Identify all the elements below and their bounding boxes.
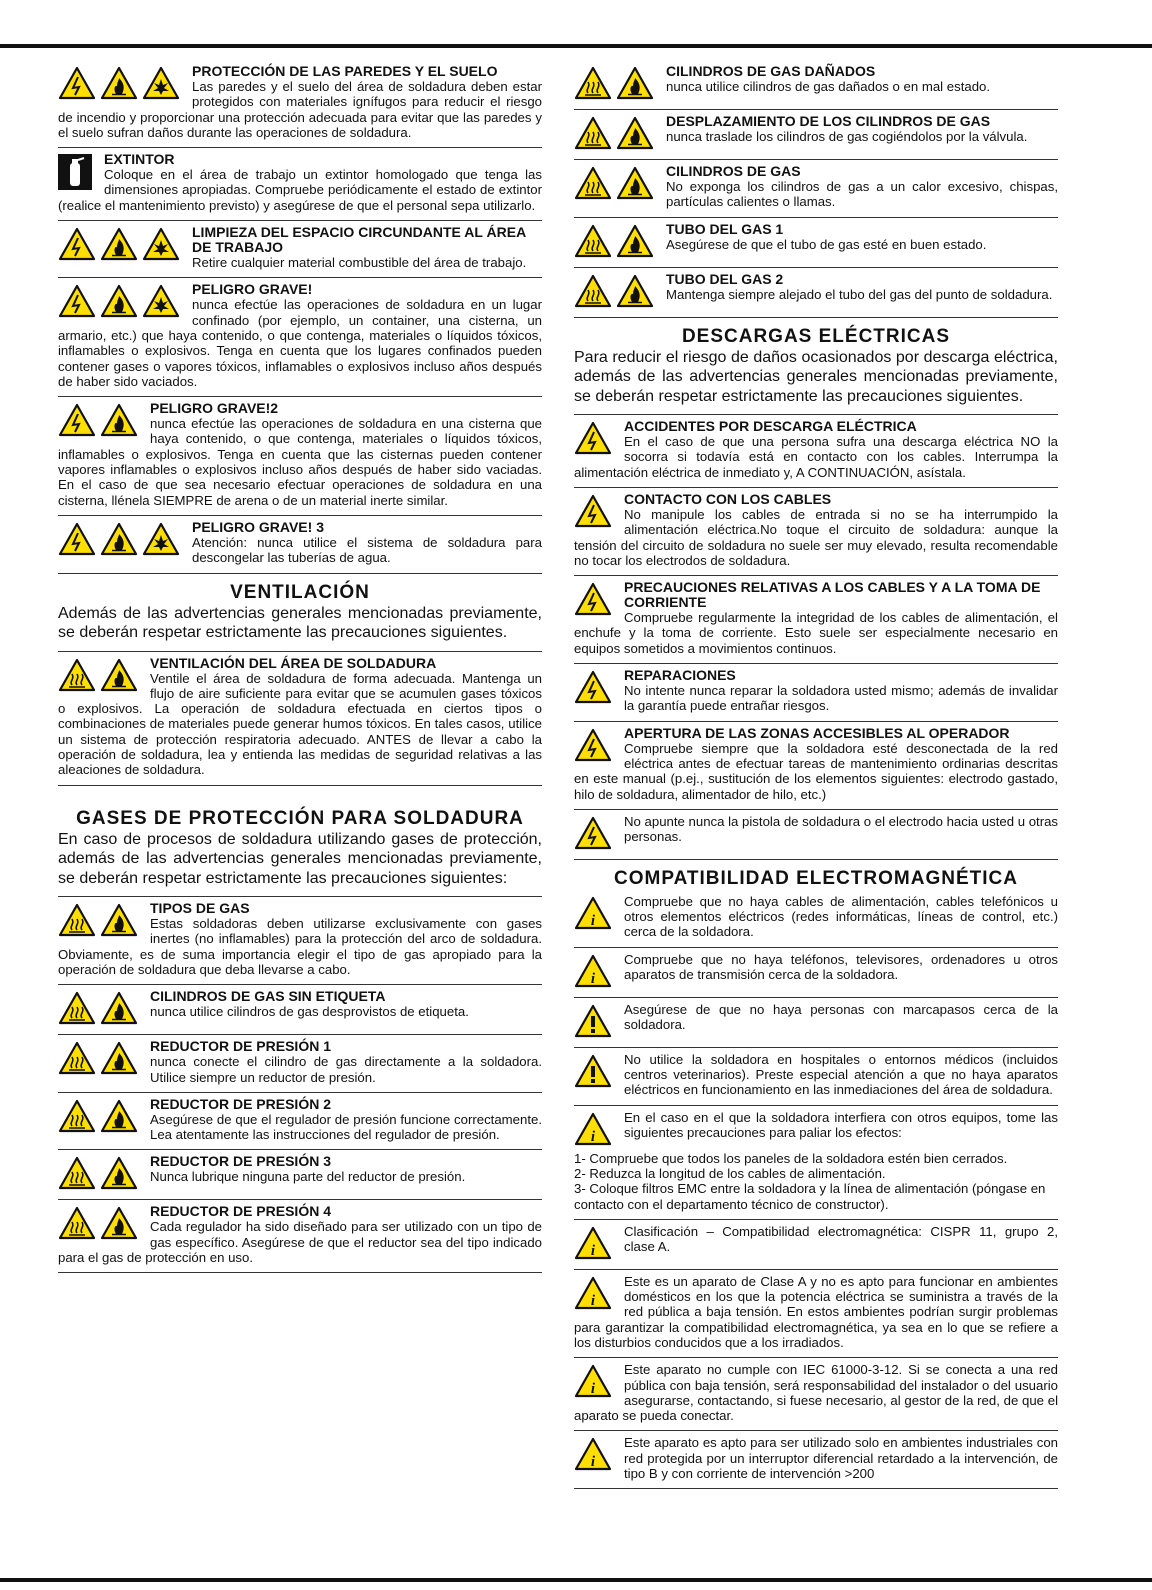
fire-warning-icon [100, 66, 142, 83]
warning-icons [58, 154, 96, 190]
electric-warning-icon [58, 522, 100, 539]
warning-block [574, 998, 1058, 1048]
info-warning-icon [574, 1437, 616, 1471]
heat-warning-icon [574, 224, 616, 241]
info-warning-icon [574, 1112, 616, 1146]
warning-block [58, 1150, 542, 1200]
warning-icons [58, 1099, 142, 1133]
block-title: ACCIDENTES POR DESCARGA ELÉCTRICA [624, 418, 917, 435]
heat-warning-icon [574, 116, 616, 133]
electric-warning-icon [574, 582, 616, 599]
block-title: TUBO DEL GAS 1 [666, 220, 784, 237]
block-text: No exponga los cilindros de gas a un calor excesivo, chispas, partículas calientes o llamas. [666, 179, 1058, 210]
warning-icons [574, 582, 616, 616]
block-title: DESPLAZAMIENTO DE LOS CILINDROS DE GAS [666, 113, 991, 129]
exclamation-warning-icon [574, 1054, 616, 1071]
warning-block [574, 1048, 1058, 1106]
info-warning-icon [574, 1226, 616, 1259]
warning-block [574, 218, 1058, 268]
block-title: REDUCTOR DE PRESIÓN 4 [150, 1203, 331, 1220]
warning-icons [574, 1276, 616, 1310]
emc-precaution-list [574, 1148, 1058, 1212]
heat-warning-icon [58, 658, 100, 675]
warning-block [574, 664, 1058, 722]
list-item: 2- Reduzca la longitud de los cables de alimentación. [574, 1165, 886, 1181]
warning-icons [574, 421, 616, 455]
block-text: No utilice la soldadora en hospitales o entornos médicos (incluidos centros veterinarios). Preste especial atención a que no haya aparatos eléctricos en funcionamiento en las inmediaciones del área de soldadura. [624, 1051, 1058, 1098]
svg-text:i: i [590, 912, 596, 929]
block-text: nunca efectúe las operaciones de soldadura en una cisterna que haya contenido, o que contenga, materiales o líquidos tóxicos, inflamables o explosivos. Tenga en cuenta que las cisternas pueden contener vapores inflamables o explosivos incluso años después de haber sido vaciadas. En el caso de que sea necesario efectuar operaciones de soldadura en una cisterna, llénela SIEMPRE de arena o de un material inerte similar. [58, 416, 542, 508]
warning-block [58, 278, 542, 397]
warning-icons [58, 284, 184, 318]
warning-block [58, 516, 542, 574]
warning-block [58, 1093, 542, 1151]
warning-icons [58, 227, 184, 261]
list-item: 3- Coloque filtros EMC entre la soldadora y la línea de alimentación (póngase en contacto con el departamento técnico de constructor). [574, 1181, 1046, 1212]
warning-icons [574, 670, 616, 704]
warning-icons [574, 224, 658, 258]
warning-block [58, 897, 542, 985]
block-text: No apunte nunca la pistola de soldadura o el electrodo hacia usted u otras personas. [624, 813, 1058, 845]
electric-shock-heading: DESCARGAS ELÉCTRICAS [681, 325, 951, 347]
warning-block [574, 268, 1058, 318]
block-text: Asegúrese de que el regulador de presión funcione correctamente. Lea atentamente las instrucciones del regulador de presión. [150, 1111, 542, 1143]
warning-icons [574, 494, 616, 528]
explosion-warning-icon [142, 66, 184, 83]
block-text: nunca conecte el cilindro de gas directamente a la soldadora. Utilice siempre un reductor de presión. [150, 1054, 542, 1085]
warning-block [574, 110, 1058, 160]
block-text: Compruebe siempre que la soldadora esté desconectada de la red eléctrica antes de efectuar tareas de mantenimiento ordinarias descritas en este manual (p.ej., sustitución de los elementos siguientes: electrodo gastado, hilo de soldadura, alimentador de hilo, etc.) [574, 740, 1058, 802]
block-title: APERTURA DE LAS ZONAS ACCESIBLES AL OPERADOR [624, 724, 1010, 741]
block-text: No intente nunca reparar la soldadora usted mismo; además de invalidar la garantía puede entrañar riesgos. [624, 683, 1058, 714]
block-text: Coloque en el área de trabajo un extintor homologado que tenga las dimensiones apropiadas. Compruebe periódicamente el estado de extintor (realice el mantenimiento previsto) y asegúrese de que el personal sepa utilizarlo. [58, 167, 542, 213]
block-text: Asegúrese de que no haya personas con marcapasos cerca de la soldadora. [624, 1001, 1058, 1033]
explosion-warning-icon [142, 522, 184, 539]
explosion-warning-icon [142, 227, 184, 244]
block-text: nunca utilice cilindros de gas dañados o en mal estado. [666, 79, 991, 94]
block-title: VENTILACIÓN DEL ÁREA DE SOLDADURA [150, 654, 437, 671]
block-text: Atención: nunca utilice el sistema de soldadura para descongelar las tuberías de agua. [192, 534, 542, 566]
fire-warning-icon [616, 224, 658, 241]
fire-warning-icon [100, 403, 142, 420]
block-text: Compruebe regularmente la integridad de los cables de alimentación, el enchufe y la toma de corriente. Esto suele ser especialmente necesario en equipos sometidos a movimientos continuos. [574, 610, 1058, 656]
fire-warning-icon [100, 1206, 142, 1223]
warning-icons [58, 991, 142, 1025]
block-text: Asegúrese de que el tubo de gas esté en buen estado. [666, 236, 987, 252]
warning-block [574, 948, 1058, 998]
warning-block [574, 1220, 1058, 1270]
block-text: Mantenga siempre alejado el tubo del gas del punto de soldadura. [666, 286, 1053, 302]
block-text: Cada regulador ha sido diseñado para ser utilizado con un tipo de gas específico. Asegúrese de que el reductor sea del tipo indicado para el gas de protección en uso. [58, 1219, 542, 1266]
electric-warning-icon [58, 66, 100, 83]
warning-icons [574, 116, 658, 150]
block-text: Compruebe que no haya teléfonos, televisores, ordenadores u otros aparatos de transmisión cerca de la soldadora. [624, 951, 1058, 983]
warning-block [574, 160, 1058, 218]
heat-warning-icon [58, 1156, 100, 1173]
electric-warning-icon [574, 728, 616, 745]
block-text: nunca efectúe las operaciones de soldadura en un lugar confinado (por ejemplo, un container, una cisterna, un armario, etc.) que haya contenido, o que contenga, materiales o líquidos tóxicos, inflamables o explosivos. Tenga en cuenta que los lugares confinados pueden contener gases o vapores tóxicos, inflamables o explosivos incluso años después de haber sido vaciados. [58, 297, 542, 389]
warning-block [574, 890, 1058, 948]
heat-warning-icon [58, 991, 100, 1008]
block-title: REDUCTOR DE PRESIÓN 3 [150, 1153, 331, 1170]
heat-warning-icon [58, 1041, 100, 1058]
electric-warning-icon [574, 670, 616, 687]
warning-icons [574, 728, 616, 762]
fire-warning-icon [100, 991, 142, 1008]
heat-warning-icon [574, 66, 616, 83]
warning-icons [574, 896, 616, 930]
heat-warning-icon [58, 903, 100, 920]
block-title: PELIGRO GRAVE!2 [150, 400, 279, 417]
emc-info-text: En el caso en el que la soldadora interfiera con otros equipos, tome las siguientes precauciones para paliar los efectos: [624, 1109, 1058, 1140]
emc-info-block [574, 1106, 1058, 1220]
warning-block [574, 576, 1058, 664]
electric-warning-icon [58, 403, 100, 420]
warning-icons [58, 522, 184, 556]
electric-warning-icon [574, 494, 616, 511]
block-title: CILINDROS DE GAS SIN ETIQUETA [150, 988, 386, 1005]
block-title: REDUCTOR DE PRESIÓN 2 [150, 1095, 331, 1112]
info-warning-icon [574, 896, 616, 929]
warning-icons [58, 903, 142, 937]
ventilation-heading: VENTILACIÓN [230, 581, 370, 603]
block-text: Ventile el área de soldadura de forma adecuada. Mantenga un flujo de aire suficiente para evitar que se acumulen gases tóxicos o explosivos. La operación de soldadura efectuada en ciertos tipos o combinaciones de materiales puede generar humos tóxicos. En tales casos, utilice un sistema de protección respiratoria adecuado. ANTES de llevar a cabo la operación de soldadura, lea y entienda las medidas de seguridad relativas a las aleaciones de soldadura. [58, 670, 542, 778]
warning-block [58, 1035, 542, 1093]
info-warning-icon [574, 1364, 616, 1398]
warning-icons [574, 1226, 616, 1260]
extinguisher-icon [58, 154, 96, 171]
heat-warning-icon [574, 166, 616, 183]
emc-heading: COMPATIBILIDAD ELECTROMAGNÉTICA [614, 867, 1018, 889]
warning-icons [574, 1364, 616, 1398]
bottom-rule [0, 1578, 1152, 1582]
svg-text:i: i [590, 1381, 596, 1398]
warning-block [574, 810, 1058, 860]
electric-warning-icon [58, 284, 100, 301]
right-column [574, 60, 1058, 1489]
warning-icons [574, 954, 616, 988]
block-title: LIMPIEZA DEL ESPACIO CIRCUNDANTE AL ÁREA DE TRABAJO [192, 224, 526, 256]
fire-warning-icon [100, 1041, 142, 1058]
warning-icons [58, 403, 142, 437]
block-title: PRECAUCIONES RELATIVAS A LOS CABLES Y A LA TOMA DE CORRIENTE [624, 579, 1041, 611]
svg-text:i: i [590, 1292, 596, 1309]
block-text: Las paredes y el suelo del área de soldadura deben estar protegidos con materiales ignífugos para reducir el riesgo de incendio y proporcionar una protección adecuada para evitar que las paredes y el suelo sufran daños durante las operaciones de soldadura. [58, 79, 542, 140]
warning-block [58, 652, 542, 786]
svg-text:i: i [590, 1128, 596, 1145]
block-text: En el caso de que una persona sufra una descarga eléctrica NO la socorra si todavía está en contacto con los cables. Interrumpa la alimentación eléctrica de inmediato y, A CONTINUACIÓN, asístala. [574, 434, 1058, 480]
block-text: Retire cualquier material combustible del área de trabajo. [192, 255, 527, 271]
exclamation-warning-icon [574, 1004, 616, 1021]
warning-block [574, 488, 1058, 576]
list-item: 1- Compruebe que todos los paneles de la soldadora estén bien cerrados. [574, 1150, 1008, 1166]
warning-icons [58, 66, 184, 100]
warning-icons [574, 166, 658, 200]
warning-block [58, 985, 542, 1035]
warning-icons [574, 1054, 616, 1088]
block-text: Este aparato es apto para ser utilizado solo en ambientes industriales con red protegida por un interruptor diferencial retardado a la intervención, de tipo B y con corriente de intervención >200 [624, 1435, 1058, 1482]
block-text: Clasificación – Compatibilidad electromagnética: CISPR 11, grupo 2, clase A. [624, 1223, 1058, 1255]
top-rule [0, 44, 1152, 48]
block-text: nunca utilice cilindros de gas desprovistos de etiqueta. [150, 1004, 469, 1020]
warning-block [58, 221, 542, 278]
block-text: Compruebe que no haya cables de alimentación, cables telefónicos u otros elementos eléctricos (redes informáticas, líneas de control, etc.) cerca de la soldadora. [624, 893, 1058, 940]
fire-warning-icon [616, 274, 658, 291]
block-title: PELIGRO GRAVE! [192, 281, 313, 298]
shielding-gas-heading: GASES DE PROTECCIÓN PARA SOLDADURA [76, 807, 524, 829]
svg-text:i: i [590, 1242, 596, 1259]
block-title: CONTACTO CON LOS CABLES [624, 490, 832, 507]
fire-warning-icon [616, 66, 658, 83]
fire-warning-icon [100, 284, 142, 301]
block-text: Este aparato no cumple con IEC 61000-3-12. Si se conecta a una red pública con baja tensión, será responsabilidad del instalador o del usuario asegurarse, contactando, si fuese necesario, al gestor de la red, de que el aparato se pueda conectar. [574, 1362, 1058, 1424]
fire-warning-icon [100, 903, 142, 920]
warning-block [574, 1270, 1058, 1358]
fire-warning-icon [100, 658, 142, 675]
block-title: PROTECCIÓN DE LAS PAREDES Y EL SUELO [192, 63, 498, 79]
fire-warning-icon [616, 166, 658, 183]
explosion-warning-icon [142, 284, 184, 301]
fire-warning-icon [100, 1156, 142, 1173]
electric-warning-icon [574, 816, 616, 833]
electric-warning-icon [574, 421, 616, 438]
info-warning-icon [574, 1276, 616, 1309]
warning-icons [574, 816, 616, 850]
electric-warning-icon [58, 227, 100, 244]
fire-warning-icon [100, 227, 142, 244]
block-text: Estas soldadoras deben utilizarse exclusivamente con gases inertes (no inflamables) para la protección del arco de soldadura. Obviamente, es de suma importancia elegir el tipo de gas apropiado para la operación de soldadura que deba llevarse a cabo. [58, 916, 542, 977]
fire-warning-icon [100, 522, 142, 539]
warning-icons [58, 658, 142, 692]
warning-icons [574, 1437, 616, 1471]
block-text: nunca traslade los cilindros de gas cogiéndolos por la válvula. [666, 129, 1028, 144]
block-title: TUBO DEL GAS 2 [666, 270, 784, 287]
block-title: CILINDROS DE GAS DAÑADOS [666, 63, 876, 79]
heat-warning-icon [58, 1206, 100, 1223]
electric-shock-intro: Para reducir el riesgo de daños ocasionados por descarga eléctrica, además de las advertencias generales mencionadas previamente, se deberán respetar estrictamente las precauciones siguientes. [574, 348, 1058, 416]
warning-block [574, 415, 1058, 488]
block-title: REPARACIONES [624, 667, 736, 684]
fire-warning-icon [616, 116, 658, 133]
block-text: Este es un aparato de Clase A y no es apto para funcionar en ambientes domésticos en los que la potencia eléctrica se suministra a través de la red pública a baja tensión. En estos ambientes podrían surgir problemas para garantizar la compatibilidad electromagnética, ya sea en lo que se refiere a los disturbios conducidos que a los irradiados. [574, 1273, 1058, 1350]
warning-icons [574, 274, 658, 308]
warning-block [574, 1358, 1058, 1431]
left-column [58, 60, 542, 1273]
block-title: REDUCTOR DE PRESIÓN 1 [150, 1038, 331, 1055]
warning-block [58, 397, 542, 516]
warning-block [58, 148, 542, 221]
ventilation-intro: Además de las advertencias generales mencionadas previamente, se deberán respetar estrictamente las precauciones siguientes. [58, 604, 542, 652]
warning-block [574, 60, 1058, 110]
block-text: Nunca lubrique ninguna parte del reductor de presión. [150, 1169, 466, 1185]
fire-warning-icon [100, 1099, 142, 1116]
block-title: TIPOS DE GAS [150, 900, 250, 917]
heat-warning-icon [574, 274, 616, 291]
warning-block [58, 1200, 542, 1273]
svg-text:i: i [590, 970, 596, 987]
warning-icons [574, 1004, 616, 1038]
svg-text:i: i [590, 1454, 596, 1471]
warning-block [574, 722, 1058, 810]
warning-icons [58, 1041, 142, 1075]
shielding-gas-intro: En caso de procesos de soldadura utilizando gases de protección, además de las advertencias generales mencionadas previamente, se deberán respetar estrictamente las precauciones siguientes: [58, 830, 542, 898]
warning-icons [574, 66, 658, 100]
block-title: PELIGRO GRAVE! 3 [192, 518, 324, 535]
info-warning-icon [574, 954, 616, 987]
warning-icons [58, 1206, 142, 1240]
heat-warning-icon [58, 1099, 100, 1116]
warning-block [58, 60, 542, 148]
warning-icons [58, 1156, 142, 1190]
block-title: EXTINTOR [104, 151, 175, 168]
block-text: No manipule los cables de entrada si no se ha interrumpido la alimentación eléctrica.No toque el circuito de soldadura: aunque la tensión del circuito de soldadura no suele ser muy elevado, resulta recomendable no tocar los electrodos de soldadura. [574, 506, 1058, 568]
block-title: CILINDROS DE GAS [666, 163, 801, 179]
warning-block [574, 1431, 1058, 1489]
